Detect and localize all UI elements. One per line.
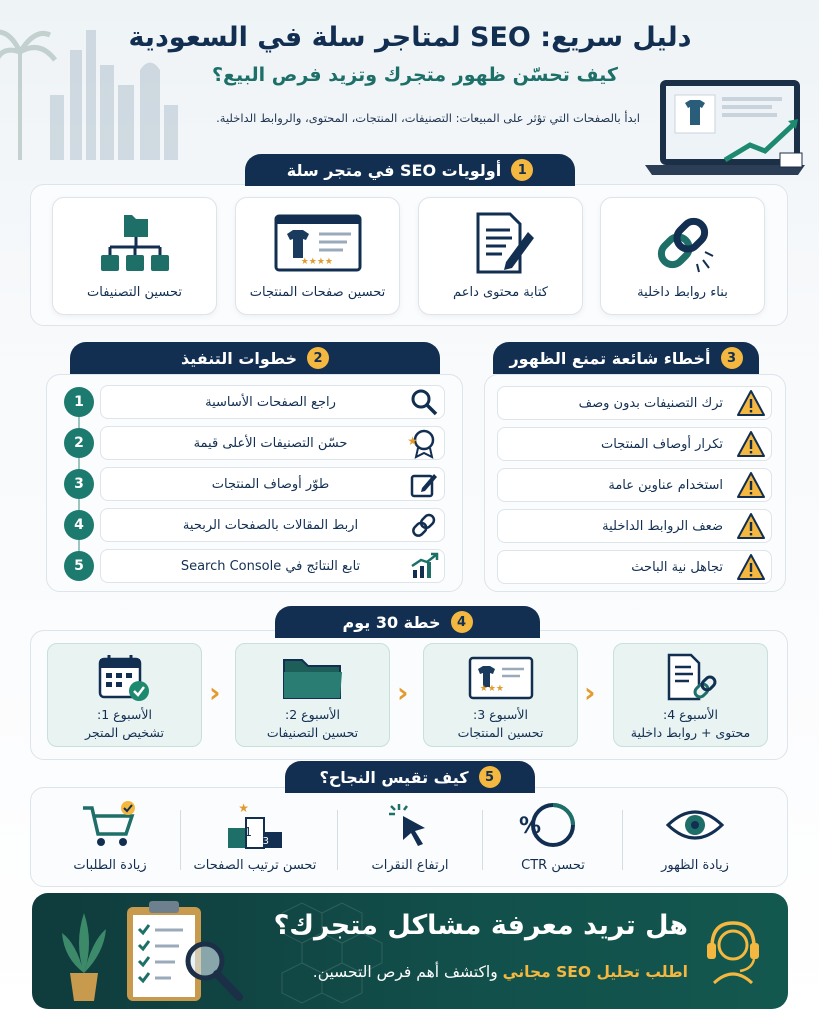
section-title: أخطاء شائعة تمنع الظهور — [509, 348, 711, 368]
warning-icon — [736, 553, 766, 581]
priority-card-content — [418, 197, 583, 315]
plan-week-desc: محتوى + روابط داخلية — [630, 725, 751, 740]
section-mistakes-header — [493, 342, 759, 374]
priority-card-label: تحسين التصنيفات — [87, 285, 182, 300]
warning-icon — [736, 512, 766, 540]
page-title: دليل سريع: SEO لمتاجر سلة في السعودية — [128, 22, 692, 53]
cta-subtitle[interactable] — [313, 963, 688, 981]
step-number: 3 — [64, 469, 94, 499]
headset-support-icon — [702, 915, 764, 985]
section-number: 4 — [451, 611, 473, 633]
plant-illustration — [54, 903, 114, 1003]
section-number: 5 — [479, 766, 501, 788]
cta-title: هل تريد معرفة مشاكل متجرك؟ — [273, 910, 688, 941]
metric-orders — [40, 796, 180, 882]
step-label: اربط المقالات بالصفحات الربحية — [182, 517, 359, 533]
edit-icon — [410, 470, 438, 498]
clipboard-search-icon — [117, 899, 247, 1005]
warning-icon — [736, 389, 766, 417]
svg-text:★★★★: ★★★★ — [300, 257, 333, 267]
metric-label: ارتفاع النقرات — [371, 858, 449, 873]
metric-divider — [180, 810, 181, 870]
mistake-row — [497, 468, 772, 502]
mistake-row — [497, 386, 772, 420]
metric-ranking — [185, 796, 325, 882]
plan-week-2 — [235, 643, 390, 747]
cta-banner[interactable] — [32, 893, 788, 1009]
section-title: أولويات SEO في متجر سلة — [286, 160, 502, 180]
chart-up-icon — [409, 552, 439, 580]
metric-ctr — [483, 796, 623, 882]
step-row — [100, 549, 445, 583]
mistake-label: ضعف الروابط الداخلية — [602, 518, 723, 534]
product-page-icon — [273, 212, 363, 274]
plan-week-label: الأسبوع 1: — [97, 707, 152, 722]
section-number: 1 — [511, 159, 533, 181]
metric-visibility — [625, 796, 765, 882]
mistake-row — [497, 550, 772, 584]
metric-clicks — [340, 796, 480, 882]
svg-text:3: 3 — [262, 836, 269, 847]
metric-label: زيادة الظهور — [661, 858, 729, 873]
plan-week-3 — [423, 643, 578, 747]
laptop-growth-illustration — [640, 75, 810, 185]
section-priorities-header — [245, 154, 575, 186]
cta-highlight[interactable]: اطلب تحليل SEO مجاني — [502, 963, 688, 981]
cursor-click-icon — [385, 800, 435, 850]
plan-week-label: الأسبوع 4: — [663, 707, 718, 722]
plan-week-label: الأسبوع 3: — [473, 707, 528, 722]
hierarchy-icon — [98, 211, 172, 275]
link-icon — [409, 511, 439, 539]
svg-text:★: ★ — [407, 434, 418, 448]
metric-label: تحسن ترتيب الصفحات — [193, 858, 317, 873]
plan-week-desc: تحسين التصنيفات — [266, 725, 359, 740]
priority-card-product-pages — [235, 197, 400, 315]
cta-subtitle-rest: واكتشف أهم فرص التحسين. — [312, 963, 503, 981]
link-icon — [647, 212, 719, 274]
priority-card-categories — [52, 197, 217, 315]
cart-check-icon — [80, 800, 140, 850]
section-metrics-header — [285, 761, 535, 793]
chevron-left-icon: ‹ — [209, 676, 221, 709]
step-label: طوّر أوصاف المنتجات — [211, 476, 330, 492]
section-plan-header — [275, 606, 540, 638]
step-row — [100, 385, 445, 419]
step-row — [100, 426, 445, 460]
page-subtitle: كيف تحسّن ظهور متجرك وتزيد فرص البيع؟ — [212, 64, 618, 86]
step-number: 2 — [64, 428, 94, 458]
priority-card-label: بناء روابط داخلية — [637, 285, 728, 300]
eye-icon — [665, 805, 725, 845]
header — [0, 0, 819, 155]
plan-week-label: الأسبوع 2: — [285, 707, 340, 722]
mistake-label: ترك التصنيفات بدون وصف — [578, 395, 723, 411]
metric-divider — [482, 810, 483, 870]
intro-text: ابدأ بالصفحات التي تؤثر على المبيعات: التصنيفات، المنتجات، المحتوى، والروابط الداخلية. — [216, 111, 640, 125]
step-row — [100, 467, 445, 501]
percent-icon — [518, 800, 578, 850]
warning-icon — [736, 471, 766, 499]
chevron-left-icon: ‹ — [397, 676, 409, 709]
step-number: 1 — [64, 387, 94, 417]
folder-icon — [282, 654, 344, 702]
step-label: راجع الصفحات الأساسية — [205, 394, 336, 410]
section-number: 3 — [721, 347, 743, 369]
plan-week-4 — [613, 643, 768, 747]
priority-card-internal-links — [600, 197, 765, 315]
step-row — [100, 508, 445, 542]
section-title: خطة 30 يوم — [342, 612, 441, 632]
step-label: حسّن التصنيفات الأعلى قيمة — [193, 435, 348, 451]
step-label: تابع النتائج في Search Console — [180, 558, 361, 574]
document-pen-icon — [466, 210, 536, 276]
warning-icon — [736, 430, 766, 458]
metric-label: زيادة الطلبات — [73, 858, 147, 873]
svg-text:★: ★ — [238, 801, 249, 815]
step-number: 5 — [64, 551, 94, 581]
award-icon — [407, 428, 438, 458]
mistake-row — [497, 509, 772, 543]
plan-week-1 — [47, 643, 202, 747]
section-title: خطوات التنفيذ — [180, 348, 298, 368]
podium-icon — [225, 800, 285, 850]
section-number: 2 — [307, 347, 329, 369]
chevron-left-icon: ‹ — [584, 676, 596, 709]
svg-text:★★★: ★★★ — [479, 684, 504, 694]
svg-text:%: % — [518, 814, 541, 839]
mistake-label: تكرار أوصاف المنتجات — [600, 436, 723, 452]
priority-card-label: تحسين صفحات المنتجات — [249, 285, 386, 300]
mistake-label: استخدام عناوين عامة — [608, 477, 723, 493]
plan-week-desc: تحسين المنتجات — [457, 725, 544, 740]
svg-text:1: 1 — [244, 825, 252, 839]
content-link-icon — [663, 653, 719, 703]
product-card-icon — [468, 655, 534, 701]
section-steps-header — [70, 342, 440, 374]
plan-week-desc: تشخيص المتجر — [84, 725, 164, 740]
section-title: كيف تقيس النجاح؟ — [319, 767, 469, 787]
metric-label: تحسن CTR — [521, 858, 585, 873]
mistake-row — [497, 427, 772, 461]
step-number: 4 — [64, 510, 94, 540]
metric-divider — [337, 810, 338, 870]
calendar-check-icon — [97, 653, 153, 703]
priority-card-label: كتابة محتوى داعم — [453, 285, 548, 300]
search-icon — [409, 387, 439, 417]
mistake-label: تجاهل نية الباحث — [631, 559, 723, 575]
